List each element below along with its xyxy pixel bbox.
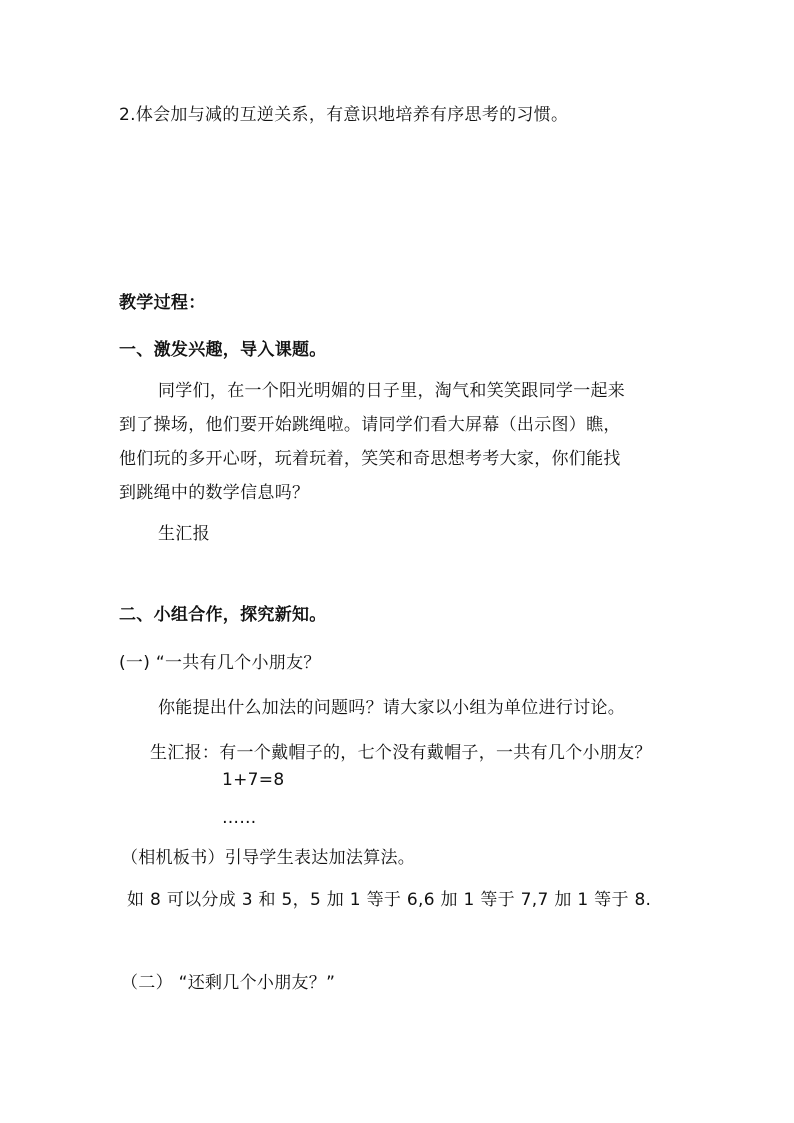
process-heading: 教学过程： <box>119 293 206 313</box>
section1-paragraph-line: 到跳绳中的数学信息吗？ <box>119 483 310 503</box>
section1-report: 生汇报 <box>158 524 210 544</box>
equation: 1+7=8 <box>222 770 285 790</box>
section1-paragraph-line: 到了操场，他们要开始跳绳啦。请同学们看大屏幕（出示图）瞧， <box>119 415 621 435</box>
section1-heading: 一、激发兴趣，导入课题。 <box>119 340 327 360</box>
example-text: 如 8 可以分成 3 和 5，5 加 1 等于 6,6 加 1 等于 7,7 加 1 等于 8. <box>127 890 652 910</box>
board-note: （相机板书）引导学生表达加法算法。 <box>121 848 416 868</box>
ellipsis: …… <box>222 808 257 828</box>
section2-heading: 二、小组合作，探究新知。 <box>119 605 327 625</box>
subsection2-title: （二） “还剩几个小朋友？” <box>121 973 336 993</box>
subsection1-title: (一) “一共有几个小朋友？ <box>119 653 321 673</box>
question-text: 你能提出什么加法的问题吗？请大家以小组为单位进行讨论。 <box>158 698 626 718</box>
objective-2: 2.体会加与减的互逆关系，有意识地培养有序思考的习惯。 <box>119 105 569 125</box>
answer-text: 生汇报：有一个戴帽子的，七个没有戴帽子，一共有几个小朋友？ <box>150 743 652 763</box>
section1-paragraph-line: 同学们，在一个阳光明媚的日子里，淘气和笑笑跟同学一起来 <box>158 381 626 401</box>
section1-paragraph-line: 他们玩的多开心呀，玩着玩着，笑笑和奇思想考考大家，你们能找 <box>119 449 621 469</box>
